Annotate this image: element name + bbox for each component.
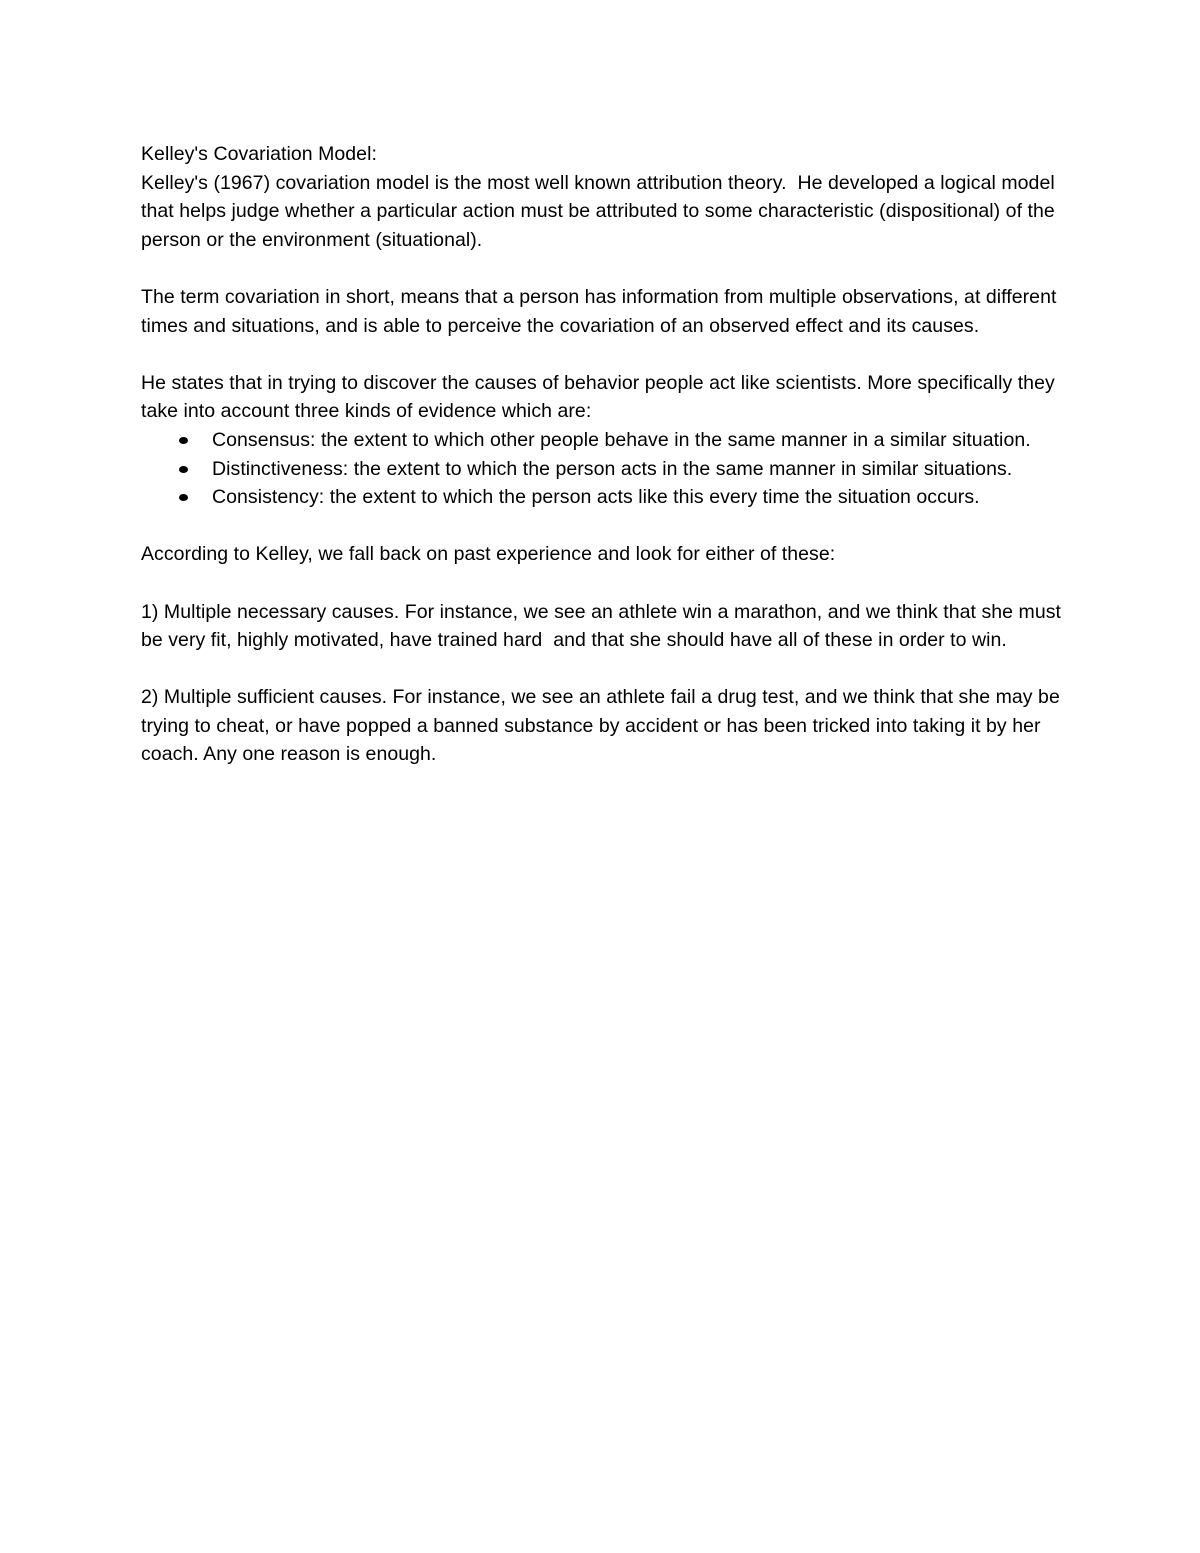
list-item-text: Distinctiveness: the extent to which the person acts in the same manner in similar situations.	[212, 457, 1013, 480]
fall-back-paragraph: According to Kelley, we fall back on past experience and look for either of these:	[141, 543, 836, 566]
list-item	[141, 426, 1071, 455]
list-item-text: Consensus: the extent to which other people behave in the same manner in a similar situation.	[212, 428, 1031, 451]
list-item	[141, 455, 1071, 484]
evidence-list	[141, 426, 1071, 512]
intro-paragraph: Kelley's (1967) covariation model is the most well known attribution theory. He developed a logical model that helps judge whether a particular action must be attributed to some characteristic (dispositional) of the person or the environment (situational).	[141, 171, 1061, 251]
evidence-intro-paragraph: He states that in trying to discover the causes of behavior people act like scientists. More specifically they take into account three kinds of evidence which are:	[141, 371, 1061, 423]
list-item	[141, 483, 1071, 512]
covariation-paragraph: The term covariation in short, means that a person has information from multiple observations, at different times and situations, and is able to perceive the covariation of an observed effect and its causes.	[141, 285, 1062, 337]
paragraph-spacer	[141, 655, 1071, 684]
necessary-causes-paragraph: 1) Multiple necessary causes. For instance, we see an athlete win a marathon, and we think that she must be very fit, highly motivated, have trained hard and that she should have all of these in order to win.	[141, 600, 1067, 652]
sufficient-causes-paragraph: 2) Multiple sufficient causes. For instance, we see an athlete fail a drug test, and we think that she may be trying to cheat, or have popped a banned substance by accident or has been tricked into taking it by her coach. Any one reason is enough.	[141, 686, 1066, 766]
paragraph-spacer	[141, 512, 1071, 541]
list-item-text: Consistency: the extent to which the person acts like this every time the situation occurs.	[212, 486, 980, 509]
document-body	[141, 140, 1071, 769]
paragraph-spacer	[141, 569, 1071, 598]
bullet-icon	[179, 466, 188, 473]
paragraph-spacer	[141, 254, 1071, 283]
document-heading: Kelley's Covariation Model:	[141, 143, 377, 165]
bullet-icon	[179, 437, 188, 444]
paragraph-spacer	[141, 340, 1071, 369]
bullet-icon	[179, 494, 188, 501]
